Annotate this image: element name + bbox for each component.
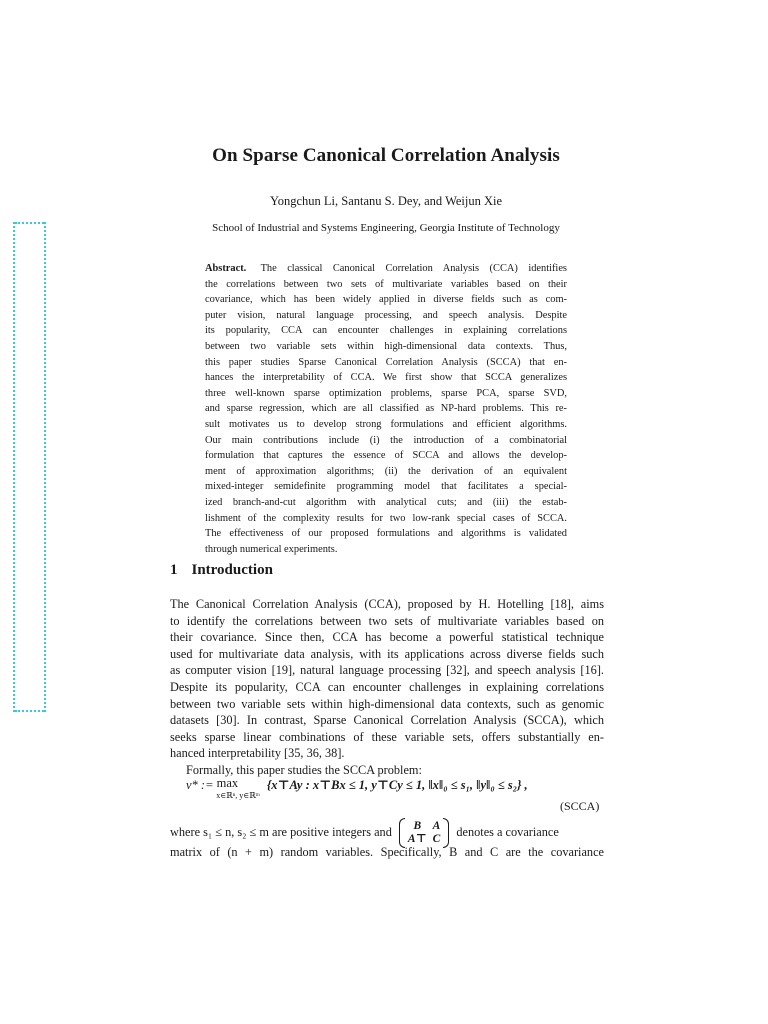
scca-equation bbox=[186, 776, 606, 800]
body-line: as computer vision [19], natural language processing [32], and speech analysis [16]. bbox=[170, 663, 604, 678]
abstract-line: its popularity, CCA can encounter challenges in explaining correlations bbox=[205, 325, 567, 337]
paper-affiliation: School of Industrial and Systems Engineering, Georgia Institute of Technology bbox=[212, 222, 560, 234]
body-line: their covariance. Since then, CCA has become a powerful statistical technique bbox=[170, 630, 604, 645]
abstract-line: Our main contributions include (i) the introduction of a combinatorial bbox=[205, 434, 567, 446]
abstract-line: puter vision, natural language processing, and speech analysis. Despite bbox=[205, 309, 567, 321]
block-matrix bbox=[399, 820, 449, 846]
body-line: used for multivariate data analysis, with its applications across diverse fields such bbox=[170, 646, 604, 661]
abstract-line: three well-known sparse optimization problems, sparse PCA, sparse SVD, bbox=[205, 387, 567, 399]
equation-lhs: v* := bbox=[186, 778, 214, 792]
intro-paragraph bbox=[170, 596, 604, 779]
abstract-line: hances the interpretability of CCA. We first show that SCCA generalizes bbox=[205, 372, 567, 384]
where-line-2: matrix of (n + m) random variables. Specifically, B and C are the covariance bbox=[170, 845, 604, 859]
where-line bbox=[170, 820, 604, 846]
abstract-line: through numerical experiments. bbox=[205, 543, 338, 555]
abstract-line: mixed-integer semidefinite programming model that facilitates a special- bbox=[205, 481, 567, 493]
equation-label: (SCCA) bbox=[560, 799, 600, 813]
section-heading bbox=[170, 562, 273, 579]
abstract-line: between two variable sets within high-dimensional data contexts. Thus, bbox=[205, 340, 567, 352]
body-line: seeks sparse linear combinations of these variable sets, offers substantially en- bbox=[170, 729, 604, 744]
abstract-line: ment of approximation algorithms; (ii) the derivation of an equivalent bbox=[205, 465, 567, 477]
equation-max: max bbox=[216, 776, 239, 790]
section-title: Introduction bbox=[191, 562, 273, 578]
abstract-line: covariance, which has been widely applied in diverse fields such as com- bbox=[205, 294, 567, 306]
section-number: 1 bbox=[170, 562, 178, 578]
abstract-label: Abstract. bbox=[205, 263, 247, 274]
abstract-line: this paper studies Sparse Canonical Correlation Analysis (SCCA) that en- bbox=[205, 356, 567, 368]
matrix-cell: A⊤ bbox=[407, 833, 427, 845]
abstract bbox=[205, 261, 567, 557]
equation-body: {x⊤Ay : x⊤Bx ≤ 1, y⊤Cy ≤ 1, ‖x‖₀ ≤ s₁, ‖y‖₀ ≤ s₂} , bbox=[266, 778, 528, 792]
body-line: datasets [30]. In contrast, Sparse Canonical Correlation Analysis (SCCA), which bbox=[170, 713, 604, 728]
paper-title: On Sparse Canonical Correlation Analysis bbox=[212, 145, 560, 166]
abstract-line: Abstract. The classical Canonical Correlation Analysis (CCA) identifies bbox=[205, 263, 567, 274]
body-line: to identify the correlations between two sets of multivariate variables based on bbox=[170, 613, 604, 628]
abstract-line: The effectiveness of our proposed formulations and algorithms is validated bbox=[205, 528, 567, 540]
matrix-cell: A bbox=[432, 820, 441, 832]
paper-authors: Yongchun Li, Santanu S. Dey, and Weijun Xie bbox=[269, 194, 503, 208]
where-text-before: where s₁ ≤ n, s₂ ≤ m are positive integers and bbox=[170, 824, 392, 839]
body-line: Despite its popularity, CCA can encounter challenges in explaining correlations bbox=[170, 679, 604, 694]
arxiv-side-marker bbox=[13, 222, 46, 712]
matrix-cell: C bbox=[432, 833, 441, 845]
body-line: The Canonical Correlation Analysis (CCA), proposed by H. Hotelling [18], aims bbox=[170, 597, 604, 611]
matrix-cell: B bbox=[413, 820, 422, 832]
abstract-line: and sparse regression, which are all classified as NP-hard problems. This re- bbox=[205, 403, 567, 415]
where-text-after: denotes a covariance bbox=[456, 824, 559, 839]
abstract-line: ized branch-and-cut algorithm with analytical cuts; and (iii) the estab- bbox=[205, 496, 567, 508]
formally-line: Formally, this paper studies the SCCA problem: bbox=[186, 762, 422, 777]
abstract-line: lishment of the complexity results for two low-rank special cases of SCCA. bbox=[205, 512, 567, 524]
equation-subscript: x∈ℝⁿ, y∈ℝᵐ bbox=[216, 791, 260, 800]
body-line: between two variable sets within high-dimensional data contexts, such as genomic bbox=[170, 696, 604, 711]
abstract-line: the correlations between two sets of multivariate variables based on their bbox=[205, 278, 567, 290]
abstract-line: sult motivates us to develop strong formulations and efficient algorithms. bbox=[205, 418, 567, 430]
body-line: hanced interpretability [35, 36, 38]. bbox=[170, 746, 345, 761]
abstract-line: formulation that captures the essence of SCCA and allows the develop- bbox=[205, 450, 567, 462]
